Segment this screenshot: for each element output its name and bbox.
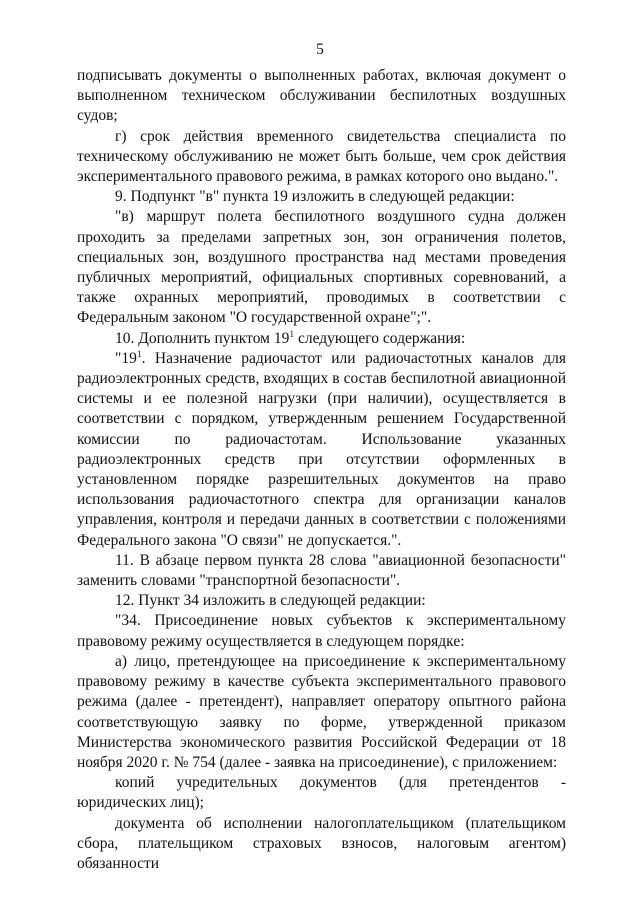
document-body — [77, 66, 566, 874]
paragraph-clause-19-1 — [77, 349, 566, 551]
superscript: 1 — [289, 329, 295, 340]
paragraph-attachment-2: документа об исполнении налогоплательщиком (плательщиком сбора, плательщиком страховых взносов, налоговым агентом) обязанности — [77, 814, 566, 872]
paragraph-subitem-v: "в) маршрут полета беспилотного воздушного судна должен проходить за пределами запретных зон, зон ограничения полетов, специальных зон, воздушного пространства над местами проведения публичных мероприятий, официальных спортивных соревнований, а также охранных мероприятий, проводимых в соответствии с Федеральным законом "О государственной охране";". — [77, 208, 566, 327]
page-number: 5 — [316, 41, 324, 58]
paragraph-subitem-a: а) лицо, претендующее на присоединение к экспериментальному правовому режиму в качестве субъекта экспериментального правового режима (далее - претендент), направляет оператору опытного района соответствующую заявку по форме, утвержденной приказом Министерства экономического развития Российской Федерации от 18 ноября 2020 г. № 754 (далее - заявка на присоединение), с приложением: — [77, 652, 566, 771]
paragraph-subitem-g: г) срок действия временного свидетельства специалиста по техническому обслуживанию не может быть больше, чем срок действия экспериментального правового режима, в рамках которого оно выдано.". — [77, 127, 566, 186]
paragraph-item-12: 12. Пункт 34 изложить в следующей редакции: — [115, 592, 426, 610]
paragraph-item-9: 9. Подпункт "в" пункта 19 изложить в следующей редакции: — [115, 188, 515, 206]
paragraph-item-11: 11. В абзаце первом пункта 28 слова "авиационной безопасности" заменить словами "транспортной безопасности". — [77, 551, 566, 590]
paragraph-continuation: подписывать документы о выполненных работах, включая документ о выполненном техническом обслуживании беспилотных воздушных судов; — [77, 67, 566, 125]
paragraph-item-10-tail: следующего содержания: — [294, 329, 466, 347]
clause-19-1-number: "19 — [115, 349, 137, 367]
paragraph-item-10-text: 10. Дополнить пунктом 19 — [115, 329, 290, 347]
superscript: 1 — [136, 349, 142, 360]
clause-19-1-text: . Назначение радиочастот или радиочастотных каналов для радиоэлектронных средств, входящих в состав беспилотной авиационной системы и ее полезной нагрузки (при наличии), осуществляется в соответствии с порядком, утвержденным решением Государственной комиссии по радиочастотам. Использование указанных радиоэлектронных средств при отсутствии оформленных в установленном порядке разрешительных документов на право использования радиочастотного спектра для организации каналов управления, контроля и передачи данных в соответствии с положениями Федерального закона "О связи" не допускается.". — [77, 349, 566, 549]
paragraph-attachment-1: копий учредительных документов (для претендентов - юридических лиц); — [77, 774, 566, 812]
paragraph-clause-34: "34. Присоединение новых субъектов к экспериментальному правовому режиму осуществляется в следующем порядке: — [77, 612, 566, 650]
paragraph-item-10 — [77, 329, 566, 349]
